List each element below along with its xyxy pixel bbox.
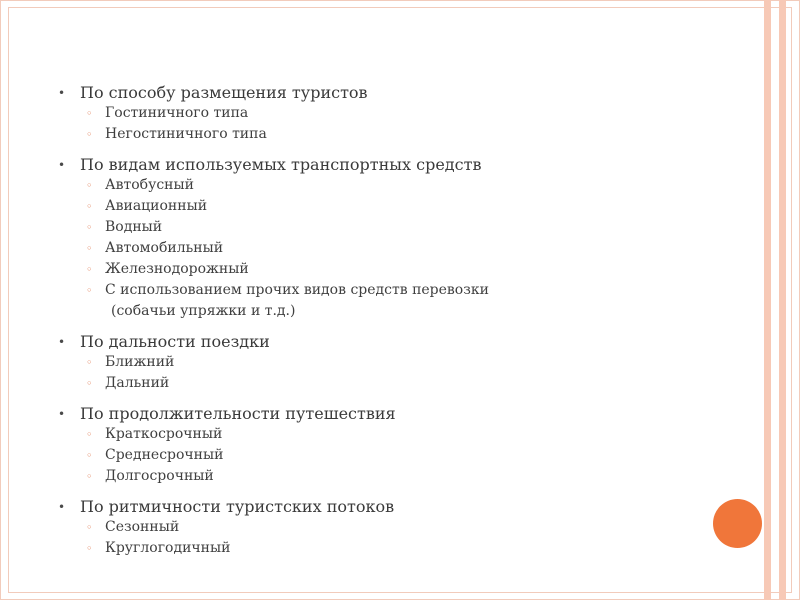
list-item: ◦ С использованием прочих видов средств перевозки (собачьи упряжки и т.д.) [54,280,734,322]
bullet-icon: ◦ [86,542,93,555]
slide-content [54,83,734,559]
list-item: ◦ Краткосрочный [54,424,734,445]
decorative-stripe-right [779,0,786,600]
bullet-icon: ◦ [86,179,93,192]
bullet-icon: ◦ [86,107,93,120]
section-rhythm [54,497,734,559]
section-heading: • По дальности поездки [58,332,270,351]
section-accommodation [54,83,734,145]
section-heading: • По продолжительности путешествия [58,404,396,423]
list-item: ◦ Долгосрочный [54,466,734,487]
bullet-icon: ◦ [86,221,93,234]
bullet-icon: ◦ [86,200,93,213]
list-item: ◦ Круглогодичный [54,538,734,559]
bullet-icon: • [58,500,66,514]
bullet-icon: ◦ [86,242,93,255]
bullet-icon: ◦ [86,521,93,534]
section-distance [54,332,734,394]
bullet-icon: ◦ [86,263,93,276]
section-heading: • По видам используемых транспортных средств [58,155,482,174]
list-item: ◦ Гостиничного типа [54,103,734,124]
list-item: ◦ Железнодорожный [54,259,734,280]
bullet-icon: ◦ [86,128,93,141]
bullet-icon: ◦ [86,428,93,441]
bullet-icon: ◦ [86,377,93,390]
list-item: ◦ Среднесрочный [54,445,734,466]
bullet-icon: • [58,86,66,100]
bullet-icon: ◦ [86,470,93,483]
bullet-icon: • [58,335,66,349]
list-item: ◦ Ближний [54,352,734,373]
list-item: ◦ Водный [54,217,734,238]
section-duration [54,404,734,487]
decorative-stripe-left [764,0,771,600]
bullet-icon: • [58,158,66,172]
bullet-icon: ◦ [86,449,93,462]
bullet-icon: ◦ [86,356,93,369]
bullet-icon: ◦ [86,284,93,297]
section-heading: • По ритмичности туристских потоков [58,497,395,516]
list-item: ◦ Дальний [54,373,734,394]
list-item: ◦ Негостиничного типа [54,124,734,145]
section-transport [54,155,734,322]
section-heading: • По способу размещения туристов [58,83,368,102]
list-item: ◦ Автобусный [54,175,734,196]
list-item: ◦ Автомобильный [54,238,734,259]
list-item: ◦ Авиационный [54,196,734,217]
list-item: ◦ Сезонный [54,517,734,538]
list-item-continuation: (собачьи упряжки и т.д.) [111,303,296,319]
bullet-icon: • [58,407,66,421]
